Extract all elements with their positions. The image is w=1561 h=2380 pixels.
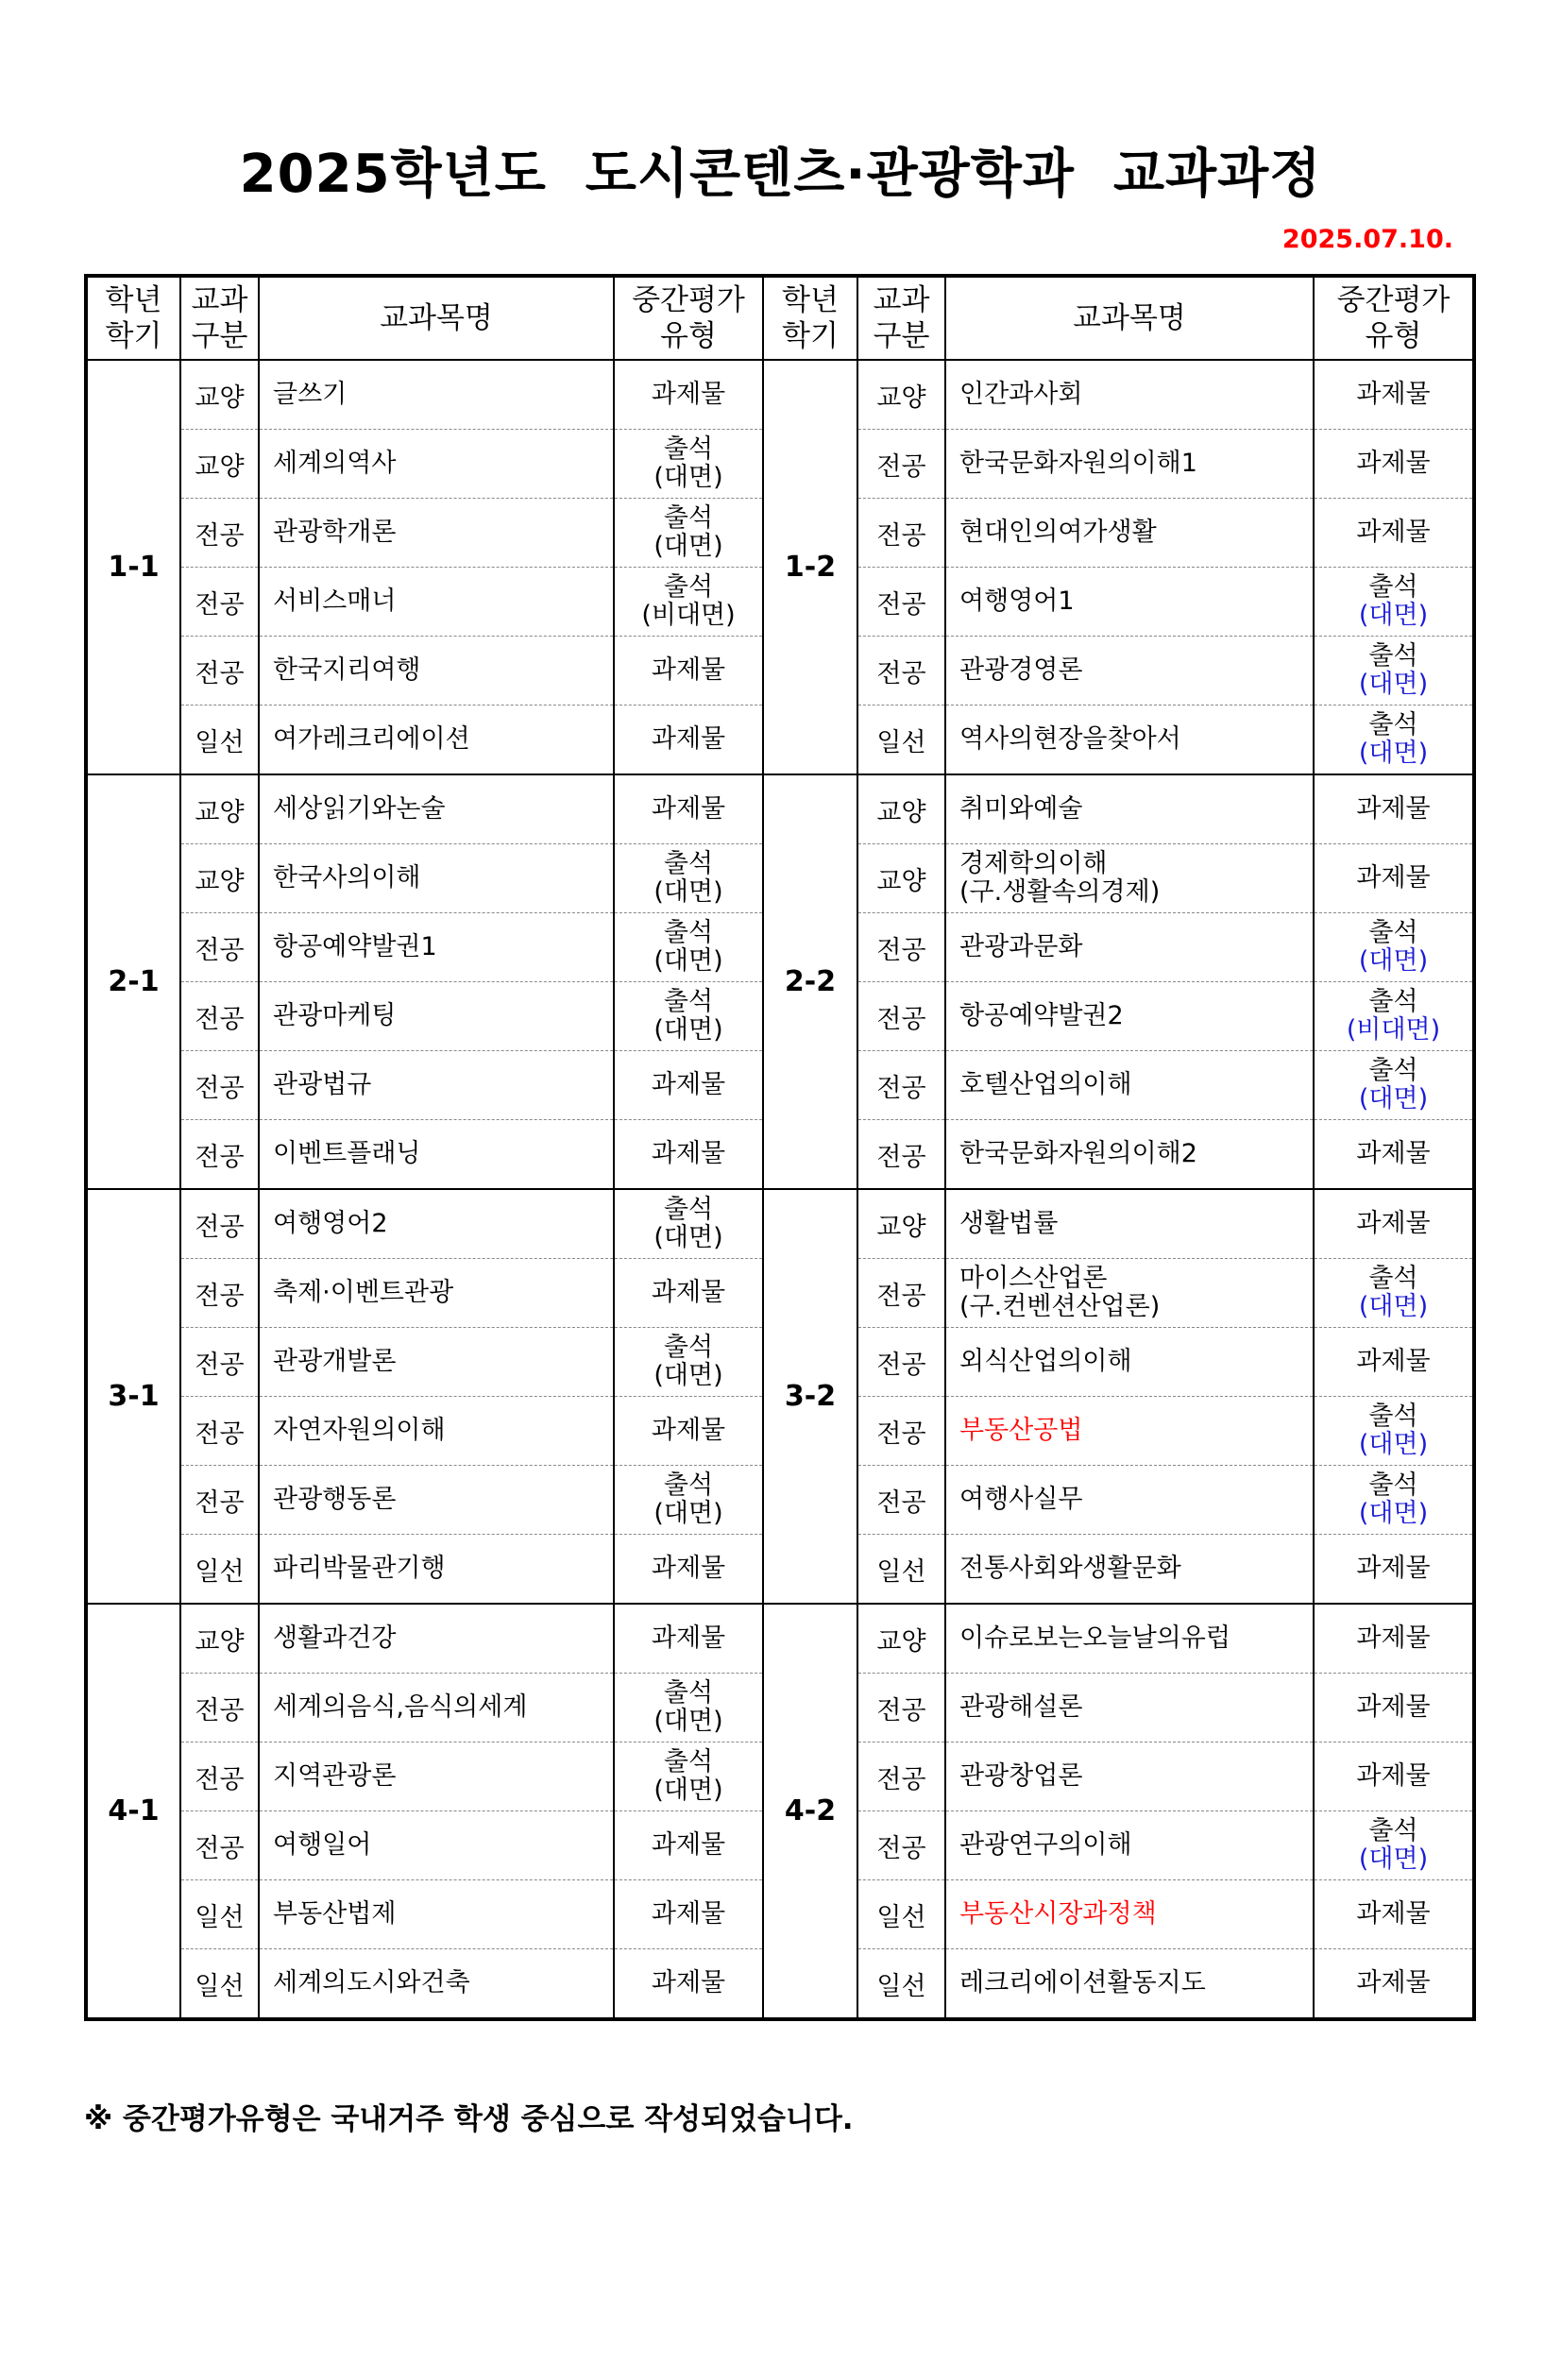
cell-line: 마이스산업론 <box>959 1264 1108 1293</box>
course-category: 전공 <box>857 1811 945 1880</box>
course-name: 여행영어2 <box>259 1189 614 1259</box>
course-name: 인간과사회 <box>945 360 1314 430</box>
course-name: 여행일어 <box>259 1811 614 1880</box>
course-category: 전공 <box>180 1259 259 1328</box>
eval-type: 과제물 <box>1314 774 1474 844</box>
course-name: 외식산업의이해 <box>945 1328 1314 1397</box>
term-label: 2-1 <box>86 774 180 1189</box>
header-term: 학년 학기 <box>86 276 180 360</box>
course-name: 이벤트플래닝 <box>259 1120 614 1190</box>
course-category: 전공 <box>857 1742 945 1811</box>
term-label: 1-1 <box>86 360 180 774</box>
course-category: 전공 <box>180 982 259 1051</box>
term-label: 4-2 <box>763 1604 857 2019</box>
curriculum-table <box>84 274 1476 2021</box>
course-name: 부동산시장과정책 <box>945 1880 1314 1949</box>
cell-line: (대면) <box>653 946 723 976</box>
eval-type <box>614 1189 763 1259</box>
header-term: 학년 학기 <box>763 276 857 360</box>
eval-type: 과제물 <box>614 1535 763 1605</box>
cell-line: (대면) <box>1358 601 1429 630</box>
cell-line: 출석 <box>1368 918 1418 947</box>
eval-type: 과제물 <box>1314 499 1474 568</box>
cell-line: (대면) <box>653 1499 723 1528</box>
eval-type: 과제물 <box>1314 1949 1474 2020</box>
cell-line: 출석 <box>663 1470 714 1500</box>
course-category: 전공 <box>857 637 945 706</box>
cell-line: 출석 <box>663 1747 714 1776</box>
document-date: 2025.07.10. <box>1281 225 1453 254</box>
course-category: 전공 <box>180 1397 259 1466</box>
course-category: 전공 <box>180 499 259 568</box>
eval-type <box>614 844 763 913</box>
eval-type: 과제물 <box>614 774 763 844</box>
eval-type: 과제물 <box>1314 360 1474 430</box>
course-category: 전공 <box>857 1259 945 1328</box>
course-name <box>945 844 1314 913</box>
cell-line: 출석 <box>1368 1816 1418 1845</box>
eval-type: 과제물 <box>1314 430 1474 499</box>
course-name: 자연자원의이해 <box>259 1397 614 1466</box>
cell-line: (대면) <box>653 1707 723 1736</box>
course-category: 전공 <box>180 1189 259 1259</box>
course-name: 축제·이벤트관광 <box>259 1259 614 1328</box>
term-label: 3-1 <box>86 1189 180 1604</box>
eval-type <box>1314 568 1474 637</box>
header-category: 교과 구분 <box>180 276 259 360</box>
course-name: 한국문화자원의이해2 <box>945 1120 1314 1190</box>
course-name <box>945 1259 1314 1328</box>
course-name: 항공예약발권2 <box>945 982 1314 1051</box>
eval-type: 과제물 <box>614 1051 763 1120</box>
table-row <box>86 1189 1474 1259</box>
cell-line: (대면) <box>653 1776 723 1805</box>
course-category: 전공 <box>857 1328 945 1397</box>
table-row <box>86 1604 1474 1674</box>
eval-type <box>1314 982 1474 1051</box>
eval-type <box>614 1328 763 1397</box>
cell-line: (대면) <box>1358 1844 1429 1874</box>
eval-type <box>1314 913 1474 982</box>
course-category: 전공 <box>857 568 945 637</box>
eval-type <box>1314 1811 1474 1880</box>
course-category: 전공 <box>180 1328 259 1397</box>
eval-type: 과제물 <box>614 1949 763 2020</box>
course-category: 교양 <box>857 844 945 913</box>
eval-type <box>1314 1051 1474 1120</box>
course-category: 전공 <box>180 637 259 706</box>
header-eval: 중간평가 유형 <box>1314 276 1474 360</box>
cell-line: (대면) <box>653 463 723 492</box>
course-name: 생활과건강 <box>259 1604 614 1674</box>
course-category: 교양 <box>857 1604 945 1674</box>
eval-type <box>1314 1397 1474 1466</box>
course-name: 관광법규 <box>259 1051 614 1120</box>
course-category: 일선 <box>857 1949 945 2020</box>
eval-type: 과제물 <box>614 360 763 430</box>
course-name: 레크리에이션활동지도 <box>945 1949 1314 2020</box>
term-label: 2-2 <box>763 774 857 1189</box>
eval-type <box>614 1742 763 1811</box>
cell-line: 출석 <box>663 1195 714 1224</box>
course-category: 일선 <box>180 706 259 775</box>
cell-line: 출석 <box>663 434 714 464</box>
course-name: 호텔산업의이해 <box>945 1051 1314 1120</box>
course-name: 글쓰기 <box>259 360 614 430</box>
eval-type <box>614 1466 763 1535</box>
cell-line: (대면) <box>653 1223 723 1252</box>
eval-type <box>614 568 763 637</box>
cell-line: (구.생활속의경제) <box>959 877 1161 907</box>
cell-line: 출석 <box>1368 1264 1418 1293</box>
course-name: 전통사회와생활문화 <box>945 1535 1314 1605</box>
table-row <box>86 774 1474 844</box>
header-row <box>86 276 1474 360</box>
page-title: 2025학년도 도시콘텐츠·관광학과 교과과정 <box>239 144 1322 205</box>
eval-type <box>1314 1466 1474 1535</box>
eval-type: 과제물 <box>1314 1189 1474 1259</box>
eval-type: 과제물 <box>614 1120 763 1190</box>
course-category: 전공 <box>180 1742 259 1811</box>
course-category: 교양 <box>857 774 945 844</box>
eval-type: 과제물 <box>1314 1535 1474 1605</box>
course-category: 교양 <box>857 360 945 430</box>
course-name: 한국문화자원의이해1 <box>945 430 1314 499</box>
cell-line: (대면) <box>1358 670 1429 699</box>
course-category: 교양 <box>180 360 259 430</box>
cell-line: 출석 <box>663 849 714 878</box>
cell-line: (대면) <box>1358 1084 1429 1114</box>
cell-line: (대면) <box>1358 946 1429 976</box>
cell-line: (대면) <box>653 1015 723 1045</box>
eval-type: 과제물 <box>614 637 763 706</box>
course-category: 전공 <box>180 1674 259 1742</box>
course-category: 전공 <box>180 1120 259 1190</box>
cell-line: 경제학의이해 <box>959 849 1108 878</box>
course-category: 일선 <box>857 1880 945 1949</box>
term-label: 4-1 <box>86 1604 180 2019</box>
cell-line: (대면) <box>1358 739 1429 768</box>
cell-line: 출석 <box>1368 710 1418 740</box>
cell-line: 출석 <box>1368 572 1418 602</box>
cell-line: 출석 <box>663 572 714 602</box>
course-category: 전공 <box>857 1051 945 1120</box>
cell-line: (대면) <box>653 1361 723 1390</box>
term-label: 1-2 <box>763 360 857 774</box>
course-category: 전공 <box>857 1674 945 1742</box>
course-category: 교양 <box>180 430 259 499</box>
footnote: ※ 중간평가유형은 국내거주 학생 중심으로 작성되었습니다. <box>84 2102 854 2136</box>
eval-type <box>614 430 763 499</box>
course-category: 전공 <box>857 982 945 1051</box>
eval-type: 과제물 <box>614 1259 763 1328</box>
course-name: 관광경영론 <box>945 637 1314 706</box>
course-category: 전공 <box>857 1466 945 1535</box>
course-name: 관광창업론 <box>945 1742 1314 1811</box>
eval-type: 과제물 <box>1314 1880 1474 1949</box>
course-category: 교양 <box>180 1604 259 1674</box>
header-course: 교과목명 <box>259 276 614 360</box>
course-category: 교양 <box>857 1189 945 1259</box>
course-category: 전공 <box>180 1466 259 1535</box>
course-name: 부동산공법 <box>945 1397 1314 1466</box>
eval-type: 과제물 <box>614 1604 763 1674</box>
course-name: 세상읽기와논술 <box>259 774 614 844</box>
course-name: 지역관광론 <box>259 1742 614 1811</box>
eval-type: 과제물 <box>1314 844 1474 913</box>
course-name: 파리박물관기행 <box>259 1535 614 1605</box>
course-name: 관광해설론 <box>945 1674 1314 1742</box>
cell-line: 출석 <box>1368 1056 1418 1085</box>
eval-type: 과제물 <box>614 1811 763 1880</box>
eval-type: 과제물 <box>1314 1604 1474 1674</box>
cell-line: 출석 <box>1368 641 1418 671</box>
eval-type: 과제물 <box>614 706 763 775</box>
course-category: 전공 <box>180 568 259 637</box>
course-name: 여행영어1 <box>945 568 1314 637</box>
course-name: 관광개발론 <box>259 1328 614 1397</box>
eval-type <box>1314 637 1474 706</box>
course-name: 취미와예술 <box>945 774 1314 844</box>
course-name: 세계의역사 <box>259 430 614 499</box>
cell-line: 출석 <box>663 1333 714 1362</box>
cell-line: 출석 <box>663 1678 714 1708</box>
course-name: 관광연구의이해 <box>945 1811 1314 1880</box>
course-category: 전공 <box>180 1051 259 1120</box>
course-category: 일선 <box>180 1949 259 2020</box>
course-name: 관광행동론 <box>259 1466 614 1535</box>
course-name: 관광학개론 <box>259 499 614 568</box>
cell-line: (구.컨벤션산업론) <box>959 1292 1161 1321</box>
course-category: 전공 <box>857 430 945 499</box>
course-category: 전공 <box>180 1811 259 1880</box>
course-name: 현대인의여가생활 <box>945 499 1314 568</box>
cell-line: 출석 <box>1368 1402 1418 1431</box>
cell-line: (대면) <box>1358 1499 1429 1528</box>
course-name: 여가레크리에이션 <box>259 706 614 775</box>
course-category: 일선 <box>857 706 945 775</box>
eval-type: 과제물 <box>614 1397 763 1466</box>
course-category: 일선 <box>180 1535 259 1605</box>
course-name: 한국사의이해 <box>259 844 614 913</box>
header-eval: 중간평가 유형 <box>614 276 763 360</box>
cell-line: 출석 <box>1368 987 1418 1016</box>
course-name: 세계의도시와건축 <box>259 1949 614 2020</box>
course-category: 전공 <box>857 1397 945 1466</box>
course-name: 관광마케팅 <box>259 982 614 1051</box>
cell-line: 출석 <box>1368 1470 1418 1500</box>
table-row <box>86 360 1474 430</box>
course-name: 이슈로보는오늘날의유럽 <box>945 1604 1314 1674</box>
cell-line: (비대면) <box>641 601 736 630</box>
eval-type <box>614 913 763 982</box>
cell-line: (비대면) <box>1346 1015 1441 1045</box>
eval-type: 과제물 <box>1314 1120 1474 1190</box>
course-category: 교양 <box>180 844 259 913</box>
course-name: 서비스매너 <box>259 568 614 637</box>
eval-type <box>614 1674 763 1742</box>
course-name: 부동산법제 <box>259 1880 614 1949</box>
eval-type: 과제물 <box>1314 1742 1474 1811</box>
course-name: 세계의음식,음식의세계 <box>259 1674 614 1742</box>
course-name: 생활법률 <box>945 1189 1314 1259</box>
eval-type <box>1314 1259 1474 1328</box>
header-course: 교과목명 <box>945 276 1314 360</box>
cell-line: 출석 <box>663 987 714 1016</box>
cell-line: (대면) <box>653 532 723 561</box>
cell-line: (대면) <box>653 877 723 907</box>
eval-type: 과제물 <box>1314 1328 1474 1397</box>
eval-type <box>614 499 763 568</box>
course-category: 전공 <box>857 1120 945 1190</box>
course-category: 일선 <box>180 1880 259 1949</box>
course-name: 관광과문화 <box>945 913 1314 982</box>
eval-type: 과제물 <box>614 1880 763 1949</box>
course-category: 전공 <box>180 913 259 982</box>
course-name: 역사의현장을찾아서 <box>945 706 1314 775</box>
eval-type <box>1314 706 1474 775</box>
course-category: 일선 <box>857 1535 945 1605</box>
cell-line: (대면) <box>1358 1292 1429 1321</box>
term-label: 3-2 <box>763 1189 857 1604</box>
course-name: 항공예약발권1 <box>259 913 614 982</box>
cell-line: 출석 <box>663 918 714 947</box>
course-category: 전공 <box>857 913 945 982</box>
header-category: 교과 구분 <box>857 276 945 360</box>
course-name: 한국지리여행 <box>259 637 614 706</box>
eval-type: 과제물 <box>1314 1674 1474 1742</box>
cell-line: 출석 <box>663 503 714 533</box>
course-category: 교양 <box>180 774 259 844</box>
course-name: 여행사실무 <box>945 1466 1314 1535</box>
eval-type <box>614 982 763 1051</box>
course-category: 전공 <box>857 499 945 568</box>
cell-line: (대면) <box>1358 1430 1429 1459</box>
